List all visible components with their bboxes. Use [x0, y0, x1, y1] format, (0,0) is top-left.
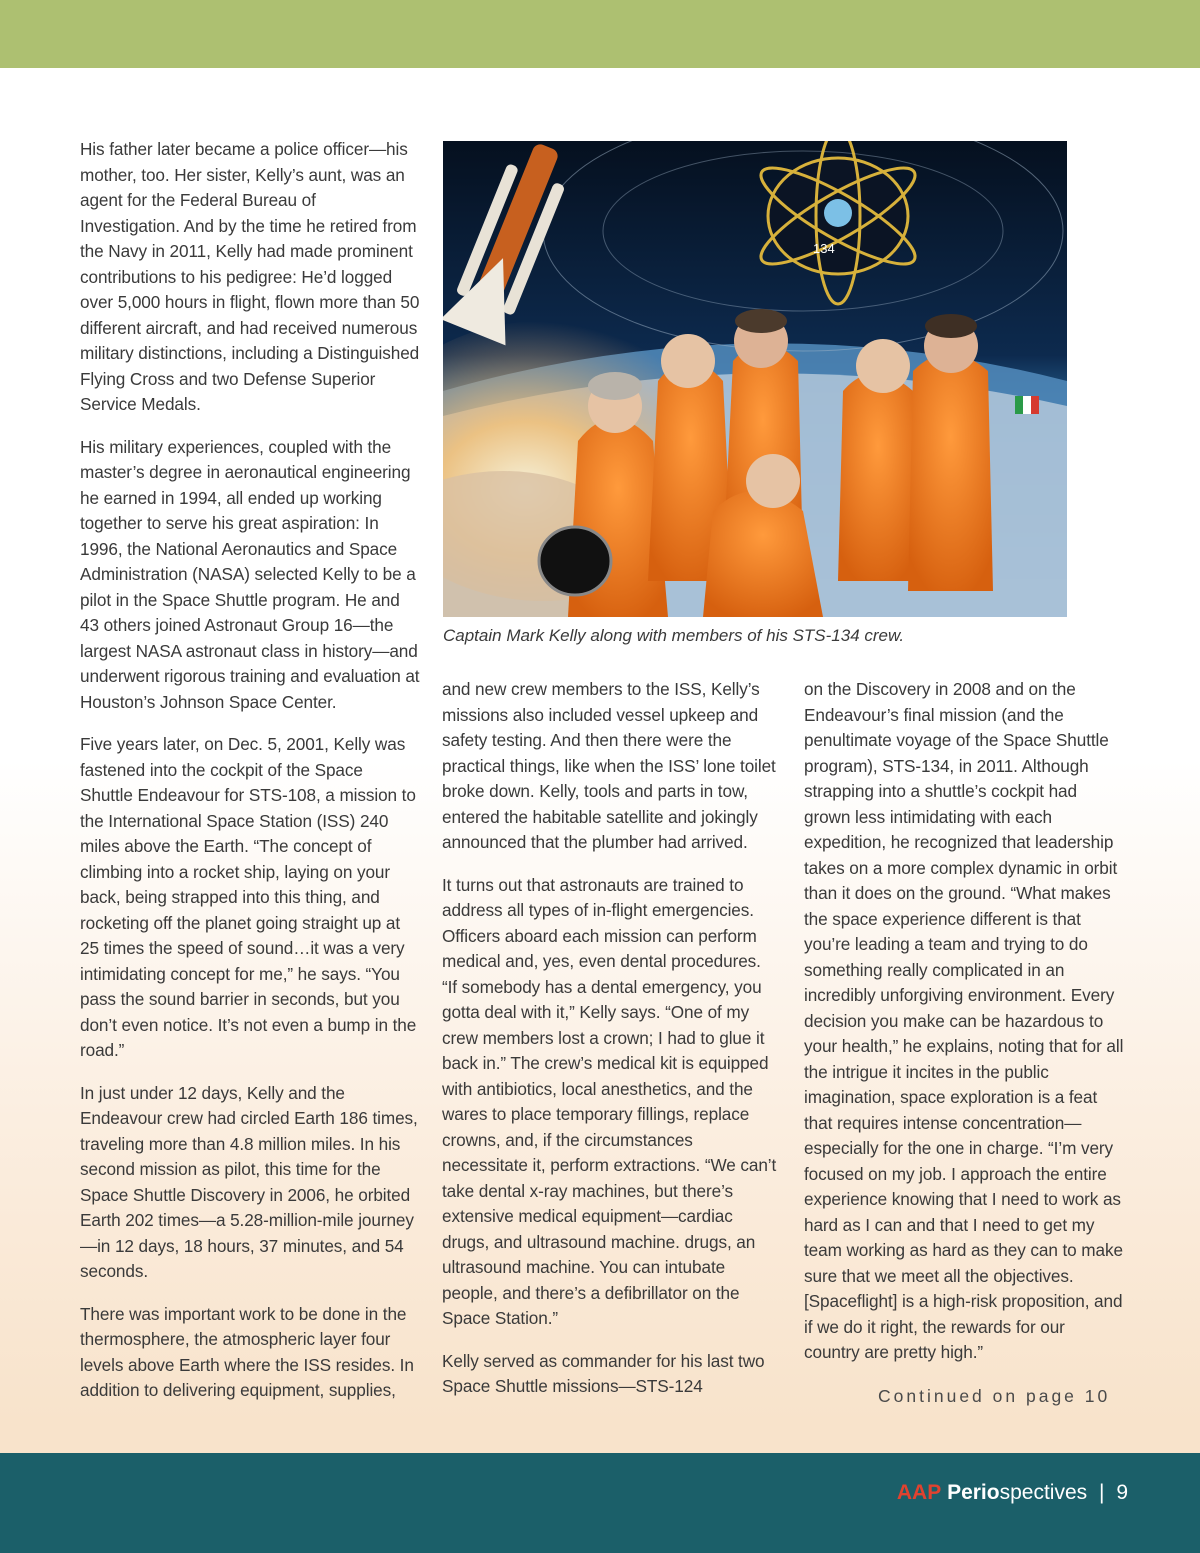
crew-photo	[443, 141, 1067, 617]
patch-number: 134	[813, 241, 835, 256]
photo-caption: Captain Mark Kelly along with members of his STS-134 crew.	[443, 626, 905, 645]
brand-perio: Perio	[947, 1481, 1000, 1504]
paragraph: It turns out that astronauts are trained to address all types of in-flight emergencies. Officers aboard each mission can perform medical and, yes, even dental procedures. “If somebody has a dental emergency, you gotta deal with it,” Kelly says. “One of my crew members lost a crown; I had to glue it back in.” The crew’s medical kit is equipped with antibiotics, local anesthetics, and the wares to place temporary fillings, replace crowns, and, if the circumstances necessitate it, perform extractions. “We can’t take dental x-ray machines, but there’s extensive medical equipment—cardiac drugs, and ultrasound machine. drugs, an ultrasound machine. You can intubate people, and there’s a defibrillator on the Space Station.”	[442, 874, 777, 1328]
crew-photo-illustration	[443, 141, 1067, 617]
article-column-3	[804, 677, 1124, 1383]
article-column-2	[442, 677, 777, 1417]
paragraph: There was important work to be done in the thermosphere, the atmospheric layer four levels above Earth where the ISS resides. In addition to delivering equipment, supplies,	[80, 1303, 414, 1400]
paragraph: on the Discovery in 2008 and on the Endeavour’s final mission (and the penultimate voyage of the Space Shuttle program), STS-134, in 2011. Although strapping into a shuttle’s cockpit had grown less intimidating with each expedition, he recognized that leadership takes on a more complex dynamic in orbit than it does on the ground. “What makes the space experience different is that you’re leading a team and trying to do something really complicated in an incredibly unforgiving environment. Every decision you make can be hazardous to your health,” he explains, noting that for all the intrigue it incites in the public imagination, space exploration is a feat that requires intense concentration—especially for the one in charge. “I’m very focused on my job. I approach the entire experience knowing that I need to work as hard as I can and that I need to get my team working as hard as they can to make sure that we meet all the objectives. [Spaceflight] is a high-risk proposition, and if we do it right, the rewards for our country are pretty high.”	[804, 679, 1124, 1362]
top-color-band	[0, 0, 1200, 68]
publication-brand	[897, 1481, 1128, 1505]
brand-aap: AAP	[896, 1481, 942, 1504]
paragraph: Five years later, on Dec. 5, 2001, Kelly was fastened into the cockpit of the Space Shuttle Endeavour for STS-108, a mission to the International Space Station (ISS) 240 miles above the Earth. “The concept of climbing into a rocket ship, laying on your back, being strapped into this thing, and rocketing off the planet going straight up at 25 times the speed of sound…it was a very intimidating concept for me,” he says. “You pass the sound barrier in seconds, but you don’t even notice. It’s not even a bump in the road.”	[80, 734, 417, 1060]
continued-on-page: Continued on page 10	[878, 1386, 1111, 1406]
article-column-1	[80, 137, 420, 1421]
paragraph: Kelly served as commander for his last two Space Shuttle missions—STS-124	[442, 1350, 765, 1396]
brand-separator: |	[1099, 1481, 1105, 1504]
paragraph: His military experiences, coupled with the master’s degree in aeronautical engineering he earned in 1994, all ended up working together to serve his great aspiration: In 1996, the National Aeronautics and Space Administration (NASA) selected Kelly to be a pilot in the Space Shuttle program. He and 43 others joined Astronaut Group 16—the largest NASA astronaut class in history—and underwent rigorous training and evaluation at Houston’s Johnson Space Center.	[80, 436, 420, 712]
paragraph: and new crew members to the ISS, Kelly’s missions also included vessel upkeep and safety testing. And then there were the practical things, like when the ISS’ lone toilet broke down. Kelly, tools and parts in tow, entered the habitable satellite and jokingly announced that the plumber had arrived.	[442, 679, 776, 852]
paragraph: His father later became a police officer—his mother, too. Her sister, Kelly’s aunt, was an agent for the Federal Bureau of Investigation. And by the time he retired from the Navy in 2011, Kelly had made prominent contributions to his pedigree: He’d logged over 5,000 hours in flight, flown more than 50 different aircraft, and had received numerous military distinctions, including a Distinguished Flying Cross and two Defense Superior Service Medals.	[80, 139, 420, 414]
brand-spectives: spectives	[999, 1481, 1088, 1504]
paragraph: In just under 12 days, Kelly and the Endeavour crew had circled Earth 186 times, traveling more than 4.8 million miles. In his second mission as pilot, this time for the Space Shuttle Discovery in 2006, he orbited Earth 202 times—a 5.28-million-mile journey—in 12 days, 18 hours, 37 minutes, and 54 seconds.	[80, 1082, 418, 1281]
page-number: 9	[1116, 1481, 1128, 1504]
